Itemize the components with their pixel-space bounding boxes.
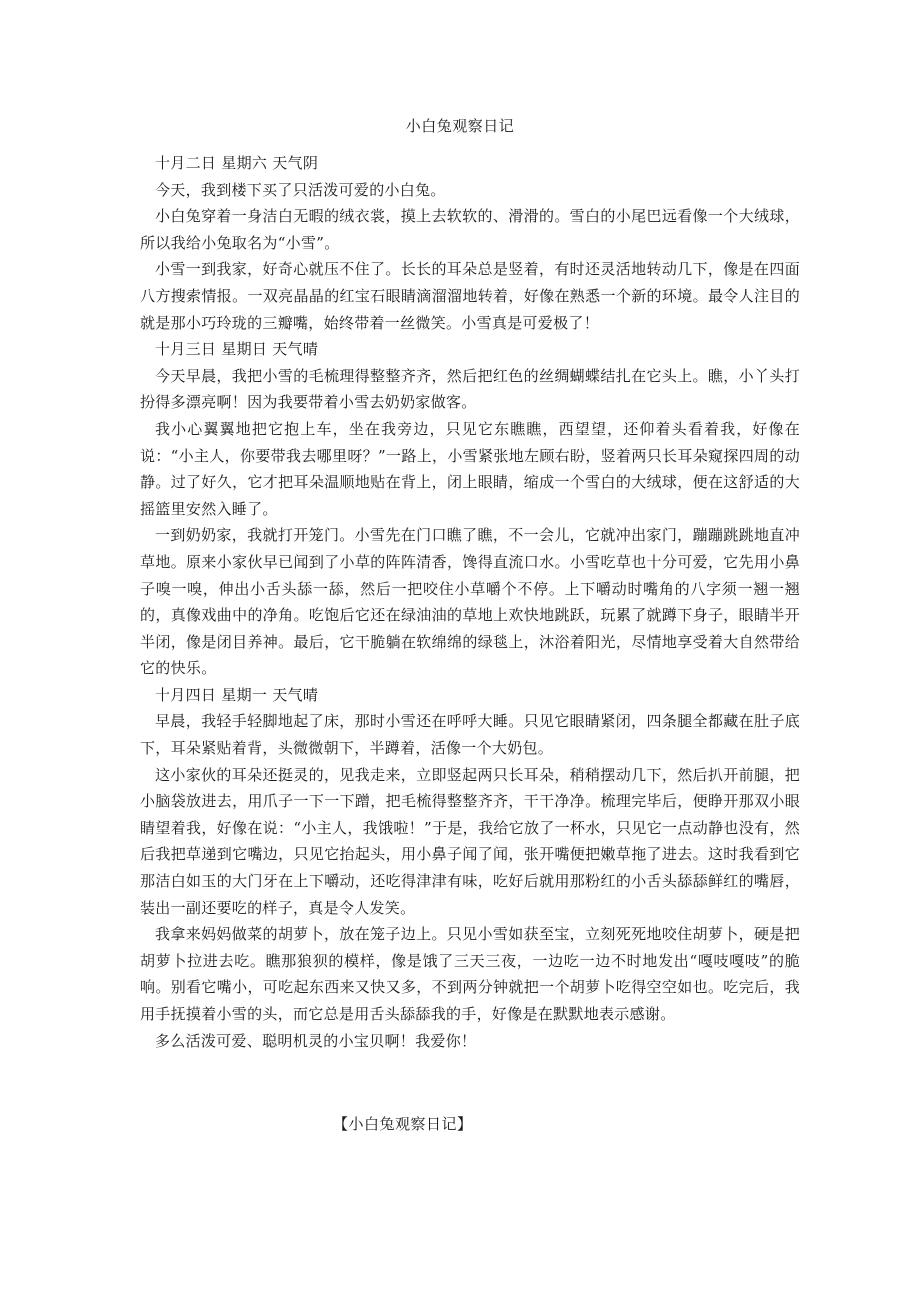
paragraph: 今天，我到楼下买了只活泼可爱的小白兔。: [155, 180, 446, 199]
date-heading-oct-4: 十月四日 星期一 天气晴: [155, 685, 319, 704]
paragraph: 一到奶奶家，我就打开笼门。小雪先在门口瞧了瞧，不一会儿，它就冲出家门，蹦蹦跳跳地直冲草地。原来小家伙早已闻到了小草的阵阵清香，馋得直流口水。小雪吃草也十分可爱，它先用小鼻子嗅一嗅，伸出小舌头舔一舔，然后一把咬住小草嚼个不停。上下嚼动时嘴角的八字须一翘一翘的，真像戏曲中的净角。吃饱后它还在绿油油的草地上欢快地跳跃，玩累了就蹲下身子，眼睛半开半闭，像是闭目养神。最后，它干脆躺在软绵绵的绿毯上，沐浴着阳光，尽情地享受着大自然带给它的快乐。: [140, 526, 800, 678]
date-heading-oct-3: 十月三日 星期日 天气晴: [155, 340, 319, 359]
footer-title: 【小白兔观察日记】: [333, 1115, 473, 1133]
paragraph: 小白兔穿着一身洁白无暇的绒衣裳，摸上去软软的、滑滑的。雪白的小尾巴远看像一个大绒球，所以我给小兔取名为“小雪”。: [140, 207, 800, 252]
paragraph: 这小家伙的耳朵还挺灵的，见我走来，立即竖起两只长耳朵，稍稍摆动几下，然后扒开前腿，把小脑袋放进去，用爪子一下一下蹭，把毛梳得整整齐齐，干干净净。梳理完毕后，便睁开那双小眼睛望着我，好像在说：“小主人，我饿啦！”于是，我给它放了一杯水，只见它一点动静也没有，然后我把草递到它嘴边，只见它抬起头，用小鼻子闻了闻，张开嘴便把嫩草拖了进去。这时我看到它那洁白如玉的大门牙在上下嚼动，还吃得津津有味，吃好后就用那粉红的小舌头舔舔鲜红的嘴唇，装出一副还要吃的样子，真是令人发笑。: [140, 765, 800, 917]
document-title: 小白兔观察日记: [405, 117, 515, 135]
paragraph: 小雪一到我家，好奇心就压不住了。长长的耳朵总是竖着，有时还灵活地转动几下，像是在四面八方搜索情报。一双亮晶晶的红宝石眼睛滴溜溜地转着，好像在熟悉一个新的环境。最令人注目的就是那小巧玲珑的三瓣嘴，始终带着一丝微笑。小雪真是可爱极了！: [140, 260, 800, 332]
closing-paragraph: 多么活泼可爱、聪明机灵的小宝贝啊！我爱你！: [155, 1031, 477, 1050]
paragraph: 我拿来妈妈做菜的胡萝卜，放在笼子边上。只见小雪如获至宝，立刻死死地咬住胡萝卜，硬是把胡萝卜拉进去吃。瞧那狼狈的模样，像是饿了三天三夜，一边吃一边不时地发出“嘎吱嘎吱”的脆响。别看它嘴小，可吃起东西来又快又多，不到两分钟就把一个胡萝卜吃得空空如也。吃完后，我用手抚摸着小雪的头，而它总是用舌头舔舔我的手，好像是在默默地表示感谢。: [140, 925, 800, 1023]
paragraph: 我小心翼翼地把它抱上车，坐在我旁边，只见它东瞧瞧，西望望，还仰着头看着我，好像在说：“小主人，你要带我去哪里呀？”一路上，小雪紧张地左顾右盼，竖着两只长耳朵窥探四周的动静。过了好久，它才把耳朵温顺地贴在背上，闭上眼睛，缩成一个雪白的大绒球，便在这舒适的大摇篮里安然入睡了。: [140, 419, 800, 518]
date-heading-oct-2: 十月二日 星期六 天气阴: [155, 154, 319, 172]
paragraph: 今天早晨，我把小雪的毛梳理得整整齐齐，然后把红色的丝绸蝴蝶结扎在它头上。瞧，小丫头打扮得多漂亮啊！因为我要带着小雪去奶奶家做客。: [140, 366, 800, 412]
paragraph: 早晨，我轻手轻脚地起了床，那时小雪还在呼呼大睡。只见它眼睛紧闭，四条腿全都藏在肚子底下，耳朵紧贴着背，头微微朝下，半蹲着，活像一个大奶包。: [140, 712, 800, 758]
document-body: [140, 150, 800, 1054]
